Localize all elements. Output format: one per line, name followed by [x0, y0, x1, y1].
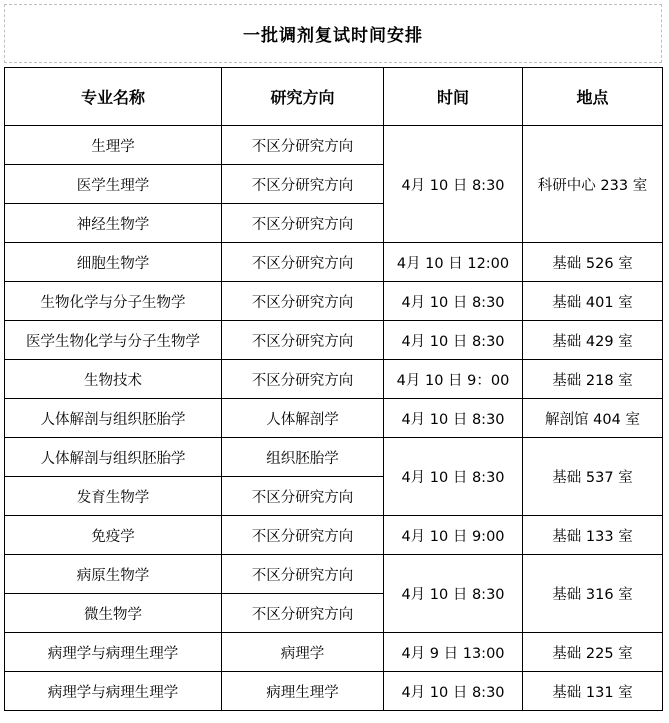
major-cell: 细胞生物学: [5, 243, 222, 282]
table-row: [5, 555, 663, 594]
direction-cell: 不区分研究方向: [222, 555, 384, 594]
direction-cell: 不区分研究方向: [222, 126, 384, 165]
major-cell: 病原生物学: [5, 555, 222, 594]
location-cell: 基础 218 室: [523, 360, 663, 399]
schedule-table: [4, 67, 663, 711]
header-major: 专业名称: [5, 68, 222, 126]
direction-cell: 不区分研究方向: [222, 165, 384, 204]
direction-cell: 不区分研究方向: [222, 282, 384, 321]
location-cell: 解剖馆 404 室: [523, 399, 663, 438]
major-cell: 医学生物化学与分子生物学: [5, 321, 222, 360]
direction-cell: 不区分研究方向: [222, 243, 384, 282]
location-cell: 基础 429 室: [523, 321, 663, 360]
location-cell: 基础 537 室: [523, 438, 663, 516]
major-cell: 人体解剖与组织胚胎学: [5, 438, 222, 477]
major-cell: 生理学: [5, 126, 222, 165]
major-cell: 微生物学: [5, 594, 222, 633]
table-row: [5, 516, 663, 555]
header-row: [5, 68, 663, 126]
direction-cell: 不区分研究方向: [222, 477, 384, 516]
table-row: [5, 399, 663, 438]
location-cell: 基础 133 室: [523, 516, 663, 555]
table-row: [5, 243, 663, 282]
major-cell: 病理学与病理生理学: [5, 672, 222, 711]
page-title: 一批调剂复试时间安排: [243, 26, 423, 46]
direction-cell: 病理生理学: [222, 672, 384, 711]
direction-cell: 不区分研究方向: [222, 516, 384, 555]
direction-cell: 组织胚胎学: [222, 438, 384, 477]
time-cell: 4月 10 日 8:30: [384, 555, 523, 633]
header-location: 地点: [523, 68, 663, 126]
location-cell: 基础 225 室: [523, 633, 663, 672]
time-cell: 4月 10 日 8:30: [384, 399, 523, 438]
time-cell: 4月 10 日 12:00: [384, 243, 523, 282]
direction-cell: 病理学: [222, 633, 384, 672]
table-row: [5, 282, 663, 321]
table-row: [5, 321, 663, 360]
major-cell: 免疫学: [5, 516, 222, 555]
location-cell: 基础 401 室: [523, 282, 663, 321]
time-cell: 4月 10 日 8:30: [384, 438, 523, 516]
time-cell: 4月 10 日 8:30: [384, 282, 523, 321]
major-cell: 医学生理学: [5, 165, 222, 204]
major-cell: 神经生物学: [5, 204, 222, 243]
time-cell: 4月 10 日 8:30: [384, 126, 523, 243]
major-cell: 生物化学与分子生物学: [5, 282, 222, 321]
table-row: [5, 633, 663, 672]
location-cell: 基础 316 室: [523, 555, 663, 633]
major-cell: 病理学与病理生理学: [5, 633, 222, 672]
table-row: [5, 438, 663, 477]
header-direction: 研究方向: [222, 68, 384, 126]
header-time: 时间: [384, 68, 523, 126]
direction-cell: 不区分研究方向: [222, 204, 384, 243]
direction-cell: 不区分研究方向: [222, 360, 384, 399]
table-row: [5, 360, 663, 399]
time-cell: 4月 10 日 8:30: [384, 672, 523, 711]
time-cell: 4月 10 日 9：00: [384, 360, 523, 399]
table-row: [5, 126, 663, 165]
location-cell: 基础 526 室: [523, 243, 663, 282]
table-row: [5, 672, 663, 711]
major-cell: 人体解剖与组织胚胎学: [5, 399, 222, 438]
direction-cell: 人体解剖学: [222, 399, 384, 438]
major-cell: 发育生物学: [5, 477, 222, 516]
direction-cell: 不区分研究方向: [222, 594, 384, 633]
direction-cell: 不区分研究方向: [222, 321, 384, 360]
time-cell: 4月 10 日 8:30: [384, 321, 523, 360]
location-cell: 科研中心 233 室: [523, 126, 663, 243]
title-box: [4, 4, 662, 63]
time-cell: 4月 10 日 9:00: [384, 516, 523, 555]
time-cell: 4月 9 日 13:00: [384, 633, 523, 672]
major-cell: 生物技术: [5, 360, 222, 399]
location-cell: 基础 131 室: [523, 672, 663, 711]
